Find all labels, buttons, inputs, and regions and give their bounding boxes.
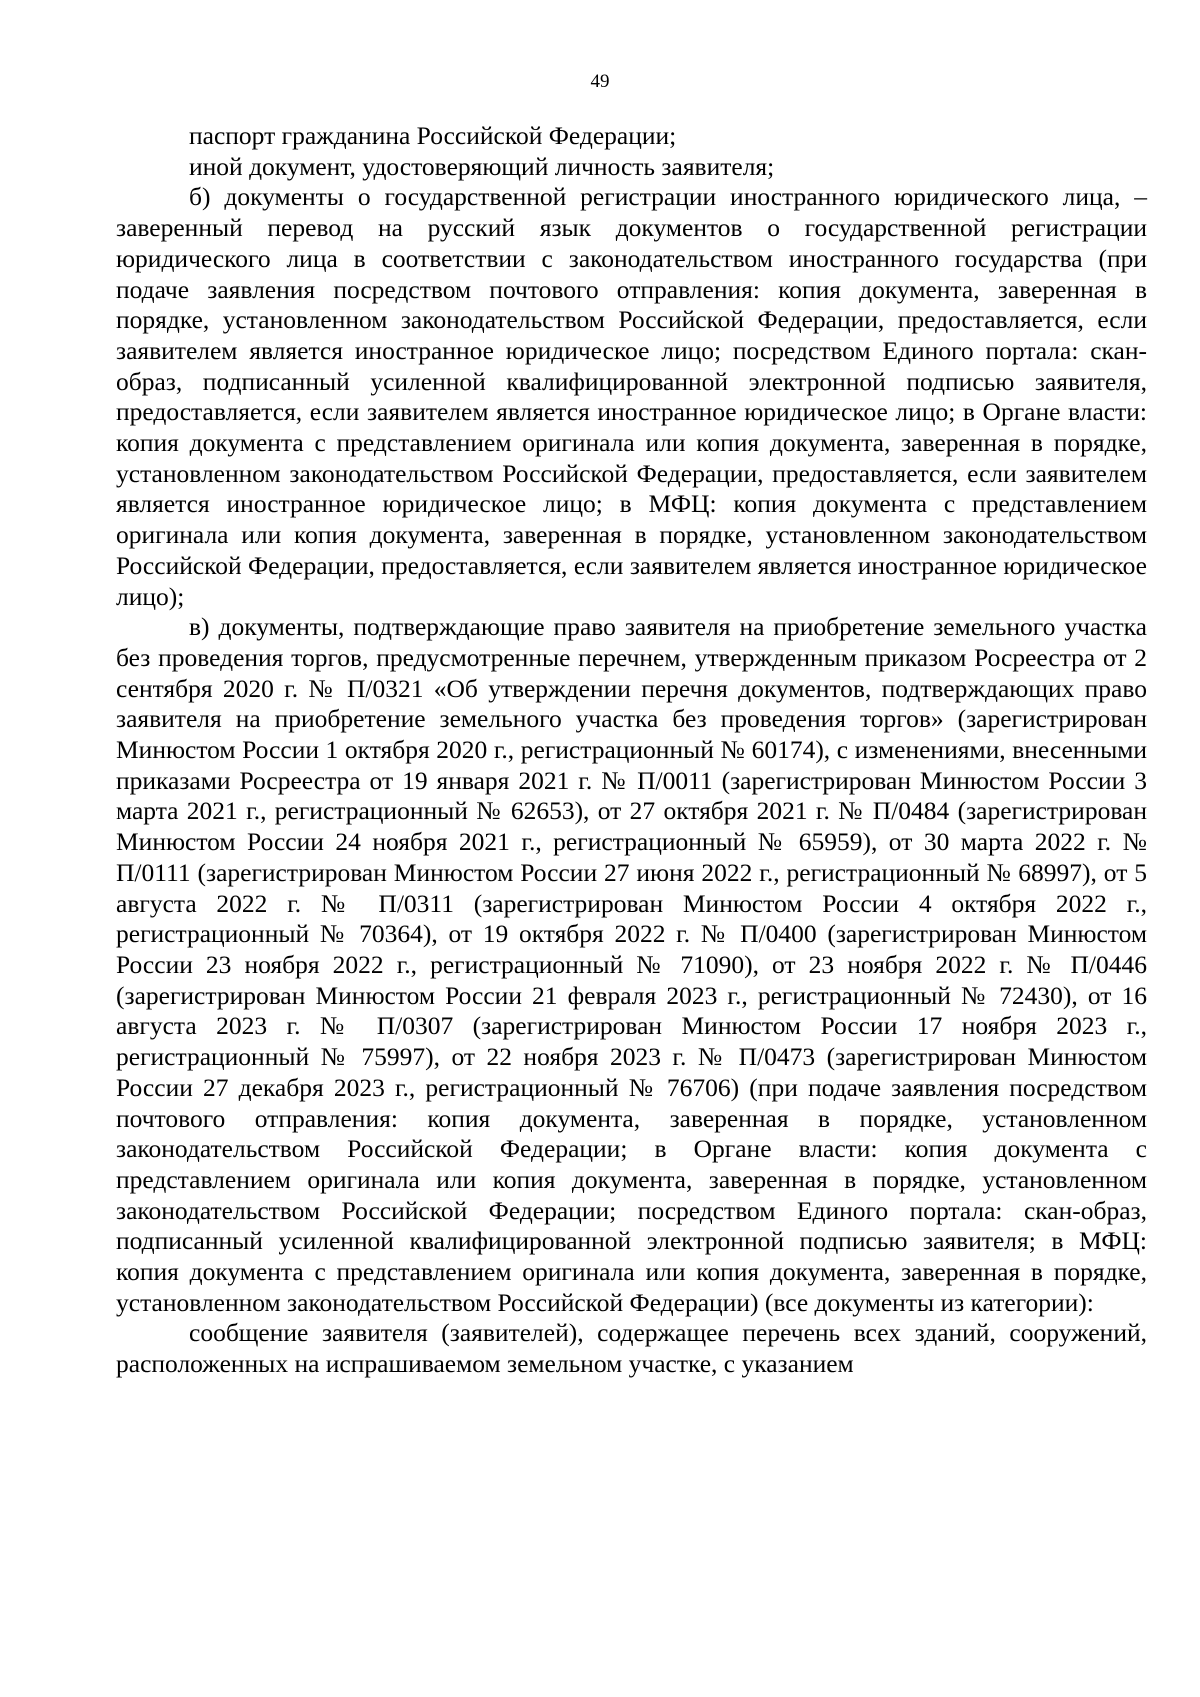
paragraph-passport: паспорт гражданина Российской Федерации; — [189, 121, 677, 150]
page-number: 49 — [590, 71, 610, 92]
document-body — [116, 121, 1147, 1380]
paragraph-identity-document: иной документ, удостоверяющий личность заявителя; — [189, 151, 775, 181]
paragraph-buildings-list: сообщение заявителя (заявителей), содержащее перечень всех зданий, сооружений, расположенных на испрашиваемом земельном участке, с указанием — [116, 1318, 1147, 1379]
paragraph-foreign-registration: б) документы о государственной регистрации иностранного юридического лица, – заверенный перевод на русский язык документов о государственной регистрации юридического лица в соответствии с законодательством иностранного государства (при подаче заявления посредством почтового отправления: копия документа, заверенная в порядке, установленном законодательством Российской Федерации, предоставляется, если заявителем является иностранное юридическое лицо; посредством Единого портала: скан-образ, подписанный усиленной квалифицированной электронной подписью заявителя, предоставляется, если заявителем является иностранное юридическое лицо; в Органе власти: копия документа с представлением оригинала или копия документа, заверенная в порядке, установленном законодательством Российской Федерации, предоставляется, если заявителем является иностранное юридическое лицо; в МФЦ: копия документа с представлением оригинала или копия документа, заверенная в порядке, установленном законодательством Российской Федерации, предоставляется, если заявителем является иностранное юридическое лицо); — [116, 182, 1147, 611]
paragraph-land-rights-documents: в) документы, подтверждающие право заявителя на приобретение земельного участка без проведения торгов, предусмотренные перечнем, утвержденным приказом Росреестра от 2 сентября 2020 г. № П/0321 «Об утверждении перечня документов, подтверждающих право заявителя на приобретение земельного участка без проведения торгов» (зарегистрирован Минюстом России 1 октября 2020 г., регистрационный № 60174), с изменениями, внесенными приказами Росреестра от 19 января 2021 г. № П/0011 (зарегистрирован Минюстом России 3 марта 2021 г., регистрационный № 62653), от 27 октября 2021 г. № П/0484 (зарегистрирован Минюстом России 24 ноября 2021 г., регистрационный № 65959), от 30 марта 2022 г. № П/0111 (зарегистрирован Минюстом России 27 июня 2022 г., регистрационный № 68997), от 5 августа 2022 г. № П/0311 (зарегистрирован Минюстом России 4 октября 2022 г., регистрационный № 70364), от 19 октября 2022 г. № П/0400 (зарегистрирован Минюстом России 23 ноября 2022 г., регистрационный № 71090), от 23 ноября 2022 г. № П/0446 (зарегистрирован Минюстом России 21 февраля 2023 г., регистрационный № 72430), от 16 августа 2023 г. № П/0307 (зарегистрирован Минюстом России 17 ноября 2023 г., регистрационный № 75997), от 22 ноября 2023 г. № П/0473 (зарегистрирован Минюстом России 27 декабря 2023 г., регистрационный № 76706) (при подаче заявления посредством почтового отправления: копия документа, заверенная в порядке, установленном законодательством Российской Федерации; в Органе власти: копия документа с представлением оригинала или копия документа, заверенная в порядке, установленном законодательством Российской Федерации; посредством Единого портала: скан-образ, подписанный усиленной квалифицированной электронной подписью заявителя; в МФЦ: копия документа с представлением оригинала или копия документа, заверенная в порядке, установленном законодательством Российской Федерации) (все документы из категории): — [116, 612, 1147, 1317]
